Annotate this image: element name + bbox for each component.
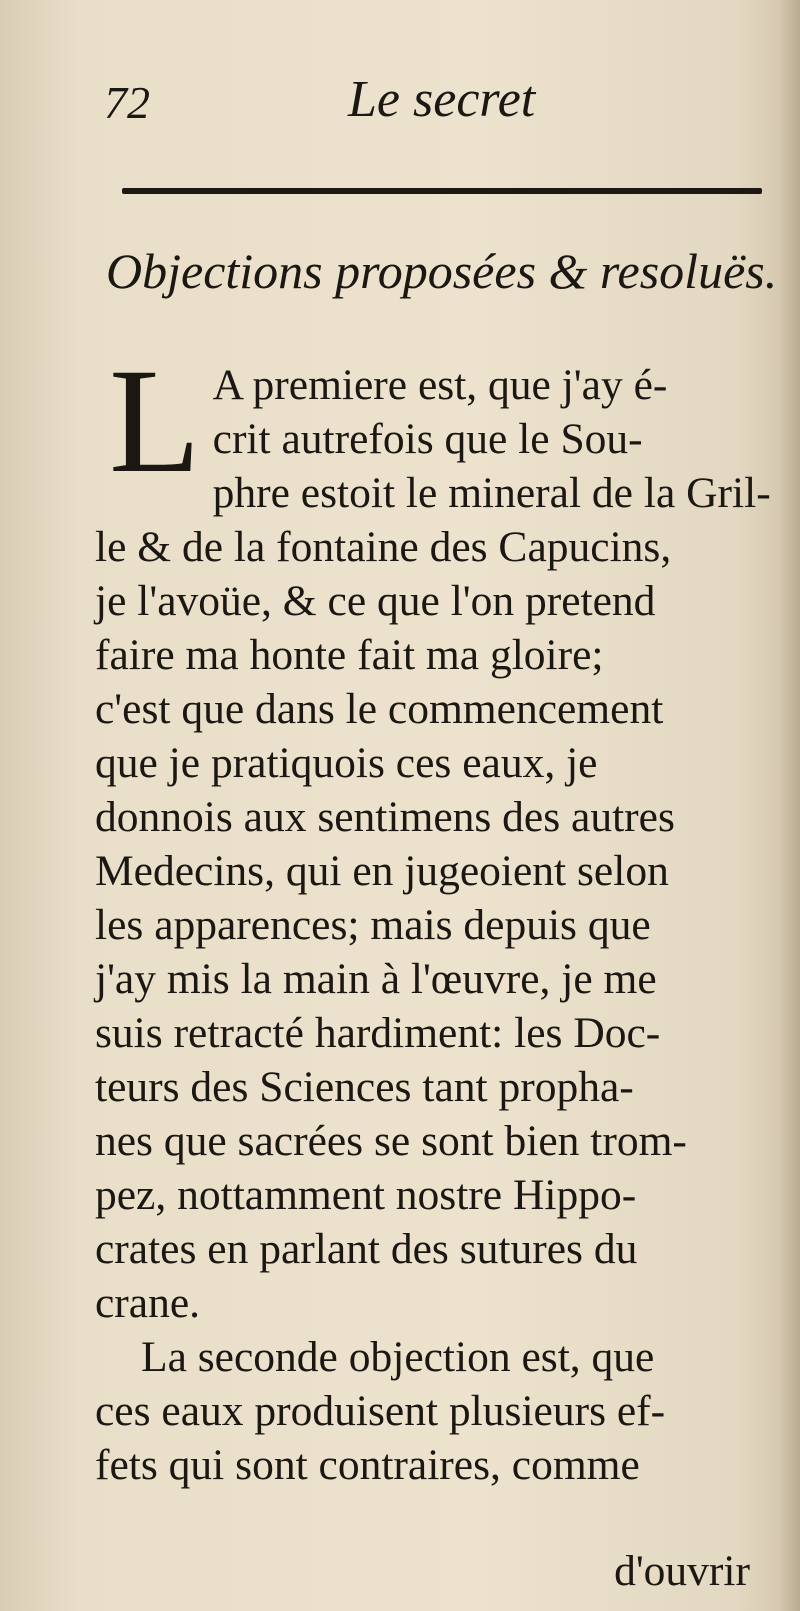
text-line: faire ma honte fait ma gloire; (95, 631, 604, 679)
text-line: pez, nottamment nostre Hippo- (95, 1171, 637, 1219)
text-line: les apparences; mais depuis que (95, 901, 651, 949)
text-line: teurs des Sciences tant propha- (95, 1063, 634, 1111)
catchword: d'ouvrir (614, 1547, 750, 1595)
text-line: fets qui sont contraires, comme (95, 1441, 640, 1489)
text-line: Medecins, qui en jugeoient selon (95, 847, 669, 895)
text-line: j'ay mis la main à l'œuvre, je me (95, 955, 657, 1003)
body-text (95, 338, 785, 1492)
text-line: nes que sacrées se sont bien trom- (95, 1117, 687, 1165)
text-line: crane. (95, 1279, 201, 1327)
text-line: phre estoit le mineral de la Gril- (212, 469, 771, 517)
text-line: A premiere est, que j'ay é- (212, 361, 668, 409)
text-line: je l'avoüe, & ce que l'on pretend (95, 577, 656, 625)
text-line: le & de la fontaine des Capucins, (95, 523, 672, 571)
text-line: que je pratiquois ces eaux, je (95, 739, 598, 787)
text-line: donnois aux sentimens des autres (95, 793, 675, 841)
drop-cap: L (109, 338, 201, 504)
text-line: crates en parlant des sutures du (95, 1225, 638, 1273)
text-line: crit autrefois que le Sou- (212, 415, 643, 463)
text-line: c'est que dans le commencement (95, 685, 664, 733)
header-rule (122, 188, 762, 194)
text-line: suis retracté hardiment: les Doc- (95, 1009, 661, 1057)
text-line: La seconde objection est, que (141, 1333, 655, 1381)
page-header (0, 70, 800, 140)
running-head: Le secret (348, 71, 536, 128)
text-line: ces eaux produisent plusieurs ef- (95, 1387, 666, 1435)
page-number: 72 (104, 77, 150, 128)
section-title: Objections proposées & resoluës. (106, 243, 778, 299)
